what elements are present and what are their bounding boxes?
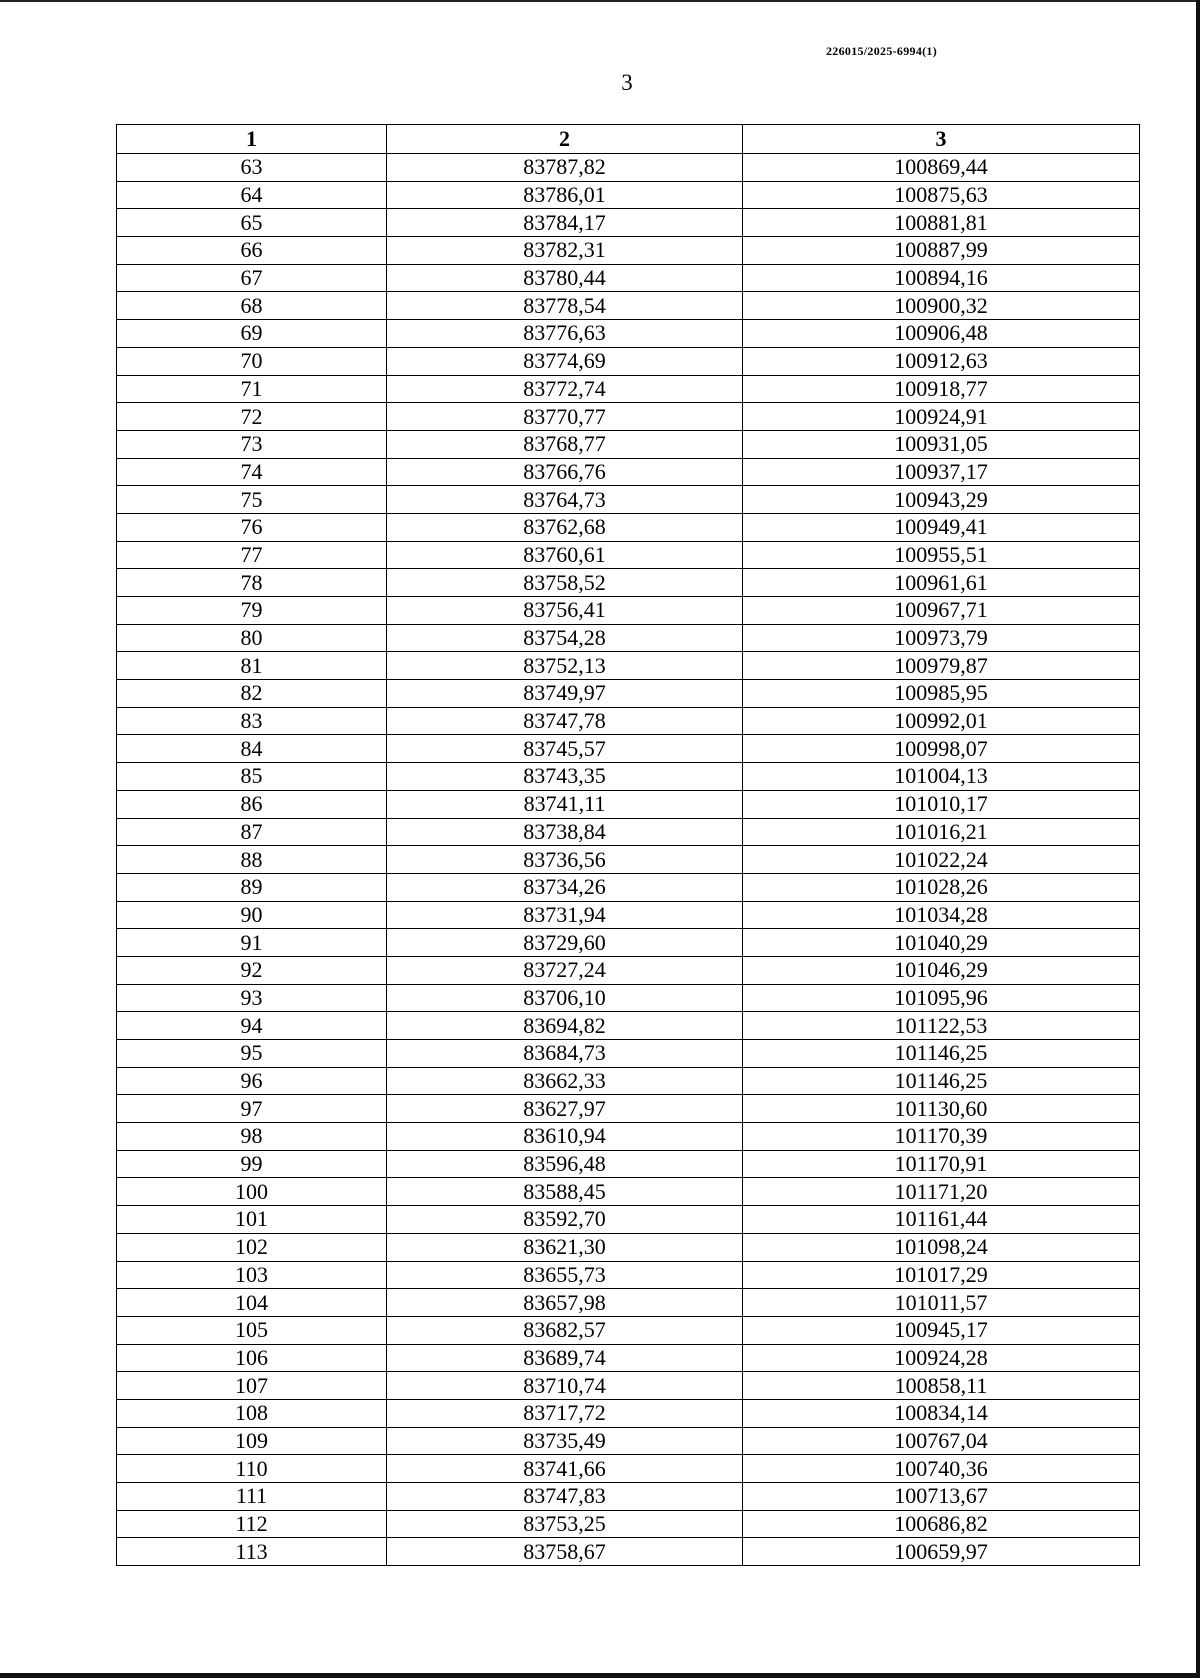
y-coordinate-cell: 101130,60 xyxy=(743,1095,1140,1123)
x-coordinate-cell: 83684,73 xyxy=(387,1040,743,1068)
y-coordinate-cell: 100985,95 xyxy=(743,680,1140,708)
point-number-cell: 73 xyxy=(117,430,387,458)
table-row xyxy=(117,237,1140,265)
point-number-cell: 80 xyxy=(117,624,387,652)
table-row xyxy=(117,1455,1140,1483)
x-coordinate-cell: 83738,84 xyxy=(387,818,743,846)
point-number-cell: 70 xyxy=(117,347,387,375)
table-row xyxy=(117,430,1140,458)
x-coordinate-cell: 83784,17 xyxy=(387,209,743,237)
y-coordinate-cell: 100659,97 xyxy=(743,1538,1140,1566)
y-coordinate-cell: 100834,14 xyxy=(743,1399,1140,1427)
y-coordinate-cell: 100918,77 xyxy=(743,375,1140,403)
x-coordinate-cell: 83689,74 xyxy=(387,1344,743,1372)
table-row xyxy=(117,375,1140,403)
x-coordinate-cell: 83766,76 xyxy=(387,458,743,486)
point-number-cell: 63 xyxy=(117,154,387,182)
table-row xyxy=(117,873,1140,901)
point-number-cell: 66 xyxy=(117,237,387,265)
y-coordinate-cell: 101146,25 xyxy=(743,1040,1140,1068)
x-coordinate-cell: 83764,73 xyxy=(387,486,743,514)
y-coordinate-cell: 100967,71 xyxy=(743,597,1140,625)
y-coordinate-cell: 101010,17 xyxy=(743,790,1140,818)
table-row xyxy=(117,1233,1140,1261)
coordinates-table xyxy=(116,124,1140,1566)
table-row xyxy=(117,320,1140,348)
x-coordinate-cell: 83662,33 xyxy=(387,1067,743,1095)
x-coordinate-cell: 83782,31 xyxy=(387,237,743,265)
table-body xyxy=(117,154,1140,1566)
table-row xyxy=(117,597,1140,625)
y-coordinate-cell: 100686,82 xyxy=(743,1510,1140,1538)
table-row xyxy=(117,901,1140,929)
x-coordinate-cell: 83747,78 xyxy=(387,707,743,735)
table-row xyxy=(117,1316,1140,1344)
y-coordinate-cell: 100945,17 xyxy=(743,1316,1140,1344)
table-row xyxy=(117,209,1140,237)
table-row xyxy=(117,1040,1140,1068)
y-coordinate-cell: 100875,63 xyxy=(743,181,1140,209)
y-coordinate-cell: 101095,96 xyxy=(743,984,1140,1012)
table-row xyxy=(117,403,1140,431)
x-coordinate-cell: 83747,83 xyxy=(387,1483,743,1511)
y-coordinate-cell: 101171,20 xyxy=(743,1178,1140,1206)
y-coordinate-cell: 100931,05 xyxy=(743,430,1140,458)
table-row xyxy=(117,181,1140,209)
point-number-cell: 91 xyxy=(117,929,387,957)
point-number-cell: 76 xyxy=(117,513,387,541)
x-coordinate-cell: 83627,97 xyxy=(387,1095,743,1123)
table-row xyxy=(117,707,1140,735)
point-number-cell: 93 xyxy=(117,984,387,1012)
x-coordinate-cell: 83736,56 xyxy=(387,846,743,874)
x-coordinate-cell: 83734,26 xyxy=(387,873,743,901)
table-row xyxy=(117,1372,1140,1400)
x-coordinate-cell: 83753,25 xyxy=(387,1510,743,1538)
y-coordinate-cell: 100906,48 xyxy=(743,320,1140,348)
point-number-cell: 89 xyxy=(117,873,387,901)
y-coordinate-cell: 100894,16 xyxy=(743,264,1140,292)
point-number-cell: 86 xyxy=(117,790,387,818)
point-number-cell: 100 xyxy=(117,1178,387,1206)
point-number-cell: 88 xyxy=(117,846,387,874)
y-coordinate-cell: 101004,13 xyxy=(743,763,1140,791)
point-number-cell: 65 xyxy=(117,209,387,237)
point-number-cell: 102 xyxy=(117,1233,387,1261)
y-coordinate-cell: 100713,67 xyxy=(743,1483,1140,1511)
x-coordinate-cell: 83778,54 xyxy=(387,292,743,320)
x-coordinate-cell: 83762,68 xyxy=(387,513,743,541)
y-coordinate-cell: 101022,24 xyxy=(743,846,1140,874)
x-coordinate-cell: 83786,01 xyxy=(387,181,743,209)
table-row xyxy=(117,624,1140,652)
table-header-row xyxy=(117,125,1140,154)
x-coordinate-cell: 83745,57 xyxy=(387,735,743,763)
table-row xyxy=(117,1344,1140,1372)
table-row xyxy=(117,1399,1140,1427)
x-coordinate-cell: 83741,66 xyxy=(387,1455,743,1483)
point-number-cell: 74 xyxy=(117,458,387,486)
point-number-cell: 112 xyxy=(117,1510,387,1538)
y-coordinate-cell: 100998,07 xyxy=(743,735,1140,763)
y-coordinate-cell: 101170,39 xyxy=(743,1123,1140,1151)
x-coordinate-cell: 83731,94 xyxy=(387,901,743,929)
point-number-cell: 77 xyxy=(117,541,387,569)
y-coordinate-cell: 100992,01 xyxy=(743,707,1140,735)
x-coordinate-cell: 83710,74 xyxy=(387,1372,743,1400)
x-coordinate-cell: 83610,94 xyxy=(387,1123,743,1151)
x-coordinate-cell: 83717,72 xyxy=(387,1399,743,1427)
y-coordinate-cell: 100912,63 xyxy=(743,347,1140,375)
y-coordinate-cell: 100955,51 xyxy=(743,541,1140,569)
x-coordinate-cell: 83770,77 xyxy=(387,403,743,431)
column-header-1: 1 xyxy=(117,125,387,154)
x-coordinate-cell: 83657,98 xyxy=(387,1289,743,1317)
table-row xyxy=(117,1095,1140,1123)
y-coordinate-cell: 101011,57 xyxy=(743,1289,1140,1317)
table-row xyxy=(117,956,1140,984)
y-coordinate-cell: 100767,04 xyxy=(743,1427,1140,1455)
y-coordinate-cell: 100858,11 xyxy=(743,1372,1140,1400)
scan-edge-right xyxy=(1196,0,1200,1678)
point-number-cell: 87 xyxy=(117,818,387,846)
y-coordinate-cell: 101040,29 xyxy=(743,929,1140,957)
x-coordinate-cell: 83621,30 xyxy=(387,1233,743,1261)
x-coordinate-cell: 83758,52 xyxy=(387,569,743,597)
table-row xyxy=(117,652,1140,680)
point-number-cell: 79 xyxy=(117,597,387,625)
point-number-cell: 97 xyxy=(117,1095,387,1123)
column-header-2: 2 xyxy=(387,125,743,154)
table-row xyxy=(117,541,1140,569)
point-number-cell: 99 xyxy=(117,1150,387,1178)
point-number-cell: 84 xyxy=(117,735,387,763)
point-number-cell: 64 xyxy=(117,181,387,209)
point-number-cell: 106 xyxy=(117,1344,387,1372)
table-row xyxy=(117,1483,1140,1511)
table-header xyxy=(117,125,1140,154)
y-coordinate-cell: 100979,87 xyxy=(743,652,1140,680)
y-coordinate-cell: 100900,32 xyxy=(743,292,1140,320)
y-coordinate-cell: 101122,53 xyxy=(743,1012,1140,1040)
x-coordinate-cell: 83749,97 xyxy=(387,680,743,708)
point-number-cell: 110 xyxy=(117,1455,387,1483)
table-row xyxy=(117,1067,1140,1095)
x-coordinate-cell: 83694,82 xyxy=(387,1012,743,1040)
point-number-cell: 111 xyxy=(117,1483,387,1511)
x-coordinate-cell: 83787,82 xyxy=(387,154,743,182)
table-row xyxy=(117,1289,1140,1317)
point-number-cell: 95 xyxy=(117,1040,387,1068)
point-number-cell: 113 xyxy=(117,1538,387,1566)
point-number-cell: 92 xyxy=(117,956,387,984)
x-coordinate-cell: 83735,49 xyxy=(387,1427,743,1455)
table-row xyxy=(117,292,1140,320)
x-coordinate-cell: 83682,57 xyxy=(387,1316,743,1344)
point-number-cell: 83 xyxy=(117,707,387,735)
table-row xyxy=(117,1012,1140,1040)
y-coordinate-cell: 100881,81 xyxy=(743,209,1140,237)
point-number-cell: 98 xyxy=(117,1123,387,1151)
point-number-cell: 107 xyxy=(117,1372,387,1400)
table-row xyxy=(117,486,1140,514)
point-number-cell: 105 xyxy=(117,1316,387,1344)
table-row xyxy=(117,1178,1140,1206)
y-coordinate-cell: 100740,36 xyxy=(743,1455,1140,1483)
document-reference-number: 226015/2025-6994(1) xyxy=(826,44,938,58)
table-row xyxy=(117,569,1140,597)
scan-edge-bottom xyxy=(0,1673,1200,1678)
table-row xyxy=(117,347,1140,375)
point-number-cell: 72 xyxy=(117,403,387,431)
x-coordinate-cell: 83743,35 xyxy=(387,763,743,791)
y-coordinate-cell: 100924,28 xyxy=(743,1344,1140,1372)
y-coordinate-cell: 101170,91 xyxy=(743,1150,1140,1178)
table-row xyxy=(117,1150,1140,1178)
point-number-cell: 75 xyxy=(117,486,387,514)
table-row xyxy=(117,1206,1140,1234)
table-row xyxy=(117,790,1140,818)
table-row xyxy=(117,1261,1140,1289)
x-coordinate-cell: 83741,11 xyxy=(387,790,743,818)
x-coordinate-cell: 83768,77 xyxy=(387,430,743,458)
x-coordinate-cell: 83727,24 xyxy=(387,956,743,984)
y-coordinate-cell: 101016,21 xyxy=(743,818,1140,846)
table-row xyxy=(117,154,1140,182)
x-coordinate-cell: 83752,13 xyxy=(387,652,743,680)
point-number-cell: 78 xyxy=(117,569,387,597)
y-coordinate-cell: 101046,29 xyxy=(743,956,1140,984)
table-row xyxy=(117,846,1140,874)
y-coordinate-cell: 100943,29 xyxy=(743,486,1140,514)
table-row xyxy=(117,1510,1140,1538)
point-number-cell: 68 xyxy=(117,292,387,320)
table-row xyxy=(117,735,1140,763)
scan-edge-top xyxy=(0,0,1200,2)
x-coordinate-cell: 83655,73 xyxy=(387,1261,743,1289)
table-row xyxy=(117,984,1140,1012)
table-row xyxy=(117,1538,1140,1566)
x-coordinate-cell: 83596,48 xyxy=(387,1150,743,1178)
point-number-cell: 90 xyxy=(117,901,387,929)
point-number-cell: 82 xyxy=(117,680,387,708)
x-coordinate-cell: 83706,10 xyxy=(387,984,743,1012)
x-coordinate-cell: 83774,69 xyxy=(387,347,743,375)
y-coordinate-cell: 100949,41 xyxy=(743,513,1140,541)
point-number-cell: 103 xyxy=(117,1261,387,1289)
y-coordinate-cell: 100924,91 xyxy=(743,403,1140,431)
x-coordinate-cell: 83776,63 xyxy=(387,320,743,348)
x-coordinate-cell: 83756,41 xyxy=(387,597,743,625)
x-coordinate-cell: 83760,61 xyxy=(387,541,743,569)
y-coordinate-cell: 100973,79 xyxy=(743,624,1140,652)
point-number-cell: 71 xyxy=(117,375,387,403)
table-row xyxy=(117,513,1140,541)
y-coordinate-cell: 100869,44 xyxy=(743,154,1140,182)
point-number-cell: 85 xyxy=(117,763,387,791)
table-row xyxy=(117,818,1140,846)
point-number-cell: 109 xyxy=(117,1427,387,1455)
x-coordinate-cell: 83758,67 xyxy=(387,1538,743,1566)
y-coordinate-cell: 101161,44 xyxy=(743,1206,1140,1234)
y-coordinate-cell: 100937,17 xyxy=(743,458,1140,486)
point-number-cell: 94 xyxy=(117,1012,387,1040)
column-header-3: 3 xyxy=(743,125,1140,154)
y-coordinate-cell: 101034,28 xyxy=(743,901,1140,929)
table-row xyxy=(117,763,1140,791)
x-coordinate-cell: 83780,44 xyxy=(387,264,743,292)
point-number-cell: 69 xyxy=(117,320,387,348)
page-number: 3 xyxy=(621,70,633,95)
y-coordinate-cell: 101146,25 xyxy=(743,1067,1140,1095)
point-number-cell: 81 xyxy=(117,652,387,680)
point-number-cell: 96 xyxy=(117,1067,387,1095)
point-number-cell: 101 xyxy=(117,1206,387,1234)
table-row xyxy=(117,680,1140,708)
y-coordinate-cell: 101028,26 xyxy=(743,873,1140,901)
table-row xyxy=(117,264,1140,292)
table-row xyxy=(117,1123,1140,1151)
table-row xyxy=(117,458,1140,486)
y-coordinate-cell: 100961,61 xyxy=(743,569,1140,597)
point-number-cell: 104 xyxy=(117,1289,387,1317)
table-row xyxy=(117,1427,1140,1455)
table-row xyxy=(117,929,1140,957)
point-number-cell: 108 xyxy=(117,1399,387,1427)
y-coordinate-cell: 101098,24 xyxy=(743,1233,1140,1261)
y-coordinate-cell: 100887,99 xyxy=(743,237,1140,265)
x-coordinate-cell: 83592,70 xyxy=(387,1206,743,1234)
x-coordinate-cell: 83588,45 xyxy=(387,1178,743,1206)
y-coordinate-cell: 101017,29 xyxy=(743,1261,1140,1289)
x-coordinate-cell: 83754,28 xyxy=(387,624,743,652)
x-coordinate-cell: 83729,60 xyxy=(387,929,743,957)
x-coordinate-cell: 83772,74 xyxy=(387,375,743,403)
point-number-cell: 67 xyxy=(117,264,387,292)
